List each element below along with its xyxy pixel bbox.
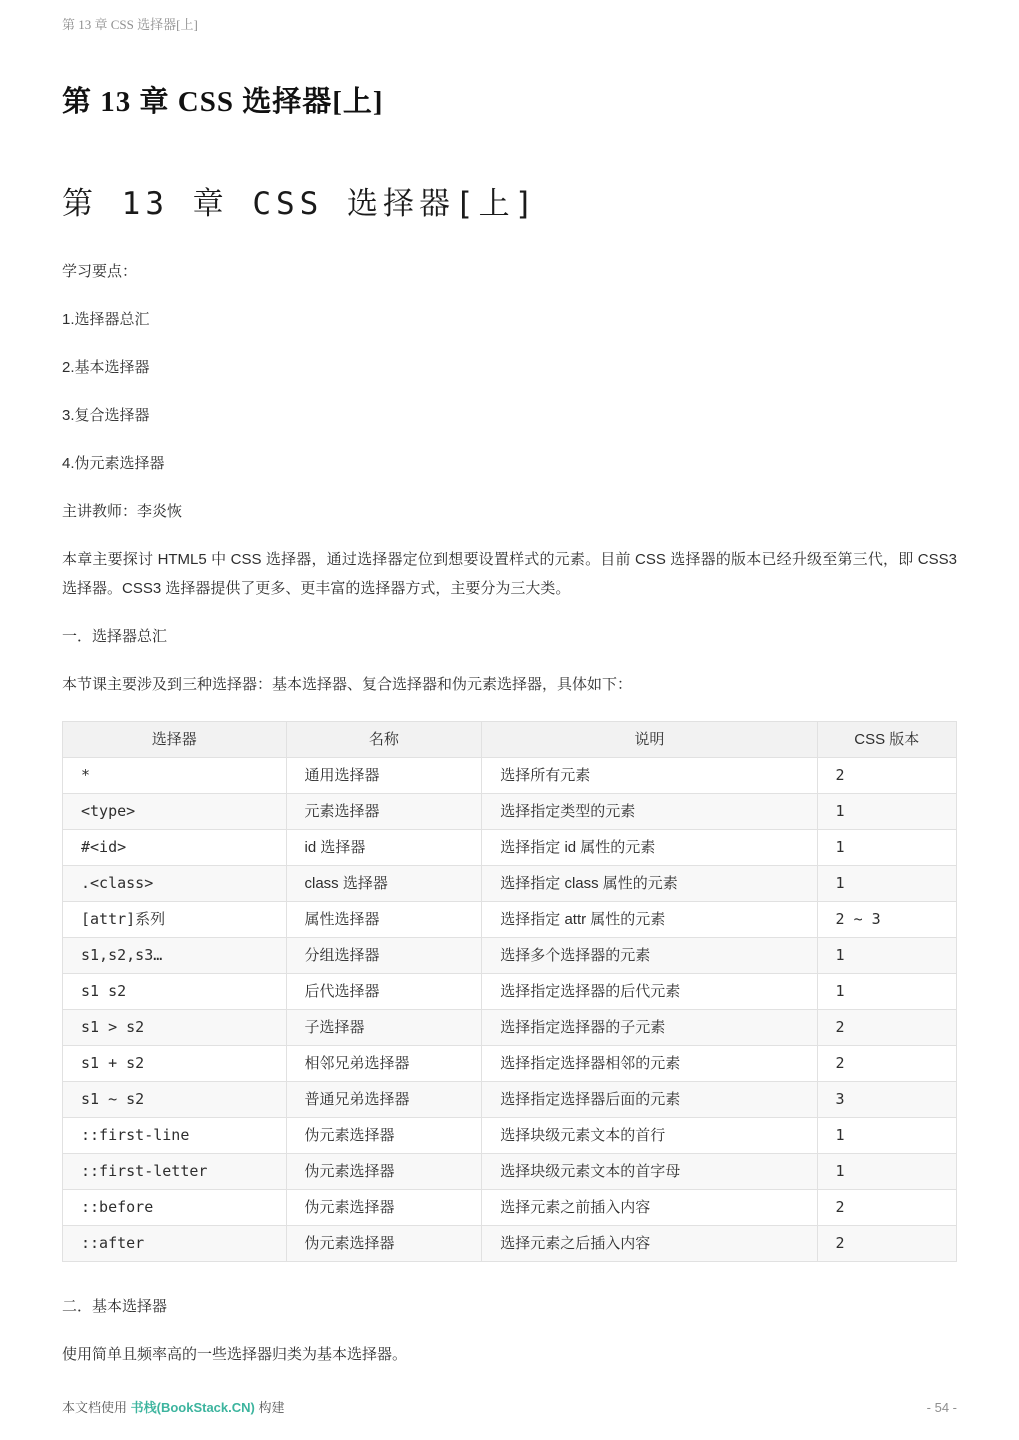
name-cell: id 选择器 [286,830,482,866]
table-header-css-version: CSS 版本 [817,722,956,758]
selector-cell: .<class> [63,866,287,902]
css-version-cell: 1 [817,1154,956,1190]
table-header-description: 说明 [482,722,817,758]
page-footer [62,1397,957,1416]
description-cell: 选择块级元素文本的首行 [482,1118,817,1154]
point-item-2: 2.基本选择器 [62,359,150,376]
points-label: 学习要点： [62,263,138,280]
description-cell: 选择块级元素文本的首字母 [482,1154,817,1190]
table-header-row [63,722,957,758]
css-version-cell: 2 [817,1190,956,1226]
name-cell: 通用选择器 [286,758,482,794]
table-row [63,938,957,974]
css-version-cell: 1 [817,938,956,974]
css-version-cell: 3 [817,1082,956,1118]
table-row [63,1118,957,1154]
css-version-cell: 1 [817,830,956,866]
running-header: 第 13 章 CSS 选择器[上] [62,17,198,32]
footer-prefix: 本文档使用 [62,1400,131,1415]
page-number: - 54 - [926,1400,957,1415]
name-cell: class 选择器 [286,866,482,902]
name-cell: 子选择器 [286,1010,482,1046]
description-cell: 选择元素之后插入内容 [482,1226,817,1262]
table-row [63,1190,957,1226]
description-cell: 选择指定选择器的子元素 [482,1010,817,1046]
selector-cell: s1 ~ s2 [63,1082,287,1118]
table-row [63,1046,957,1082]
selector-table-body [63,758,957,1262]
name-cell: 伪元素选择器 [286,1154,482,1190]
description-cell: 选择所有元素 [482,758,817,794]
bookstack-link[interactable]: 书栈(BookStack.CN) [130,1400,255,1415]
name-cell: 后代选择器 [286,974,482,1010]
table-header-selector: 选择器 [63,722,287,758]
description-cell: 选择指定 class 属性的元素 [482,866,817,902]
table-row [63,866,957,902]
table-row [63,902,957,938]
css-version-cell: 2 ~ 3 [817,902,956,938]
css-version-cell: 1 [817,866,956,902]
selector-cell: <type> [63,794,287,830]
description-cell: 选择指定类型的元素 [482,794,817,830]
description-cell: 选择多个选择器的元素 [482,938,817,974]
chapter-title-serif: 第 13 章 CSS 选择器[上] [62,86,384,118]
name-cell: 分组选择器 [286,938,482,974]
point-item-1: 1.选择器总汇 [62,311,150,328]
selector-cell: ::first-line [63,1118,287,1154]
description-cell: 选择指定选择器相邻的元素 [482,1046,817,1082]
table-row [63,794,957,830]
table-row [63,1082,957,1118]
description-cell: 选择元素之前插入内容 [482,1190,817,1226]
description-cell: 选择指定选择器的后代元素 [482,974,817,1010]
name-cell: 普通兄弟选择器 [286,1082,482,1118]
teacher-line: 主讲教师：李炎恢 [62,503,183,520]
css-version-cell: 1 [817,794,956,830]
name-cell: 伪元素选择器 [286,1118,482,1154]
section2-title: 二．基本选择器 [62,1298,168,1315]
css-version-cell: 2 [817,758,956,794]
selector-summary-table [62,721,957,1262]
name-cell: 相邻兄弟选择器 [286,1046,482,1082]
section1-title: 一．选择器总汇 [62,628,168,645]
table-row [63,758,957,794]
name-cell: 属性选择器 [286,902,482,938]
description-cell: 选择指定选择器后面的元素 [482,1082,817,1118]
table-row [63,974,957,1010]
selector-cell: ::before [63,1190,287,1226]
selector-cell: s1,s2,s3… [63,938,287,974]
chapter-title-main: 第 13 章 CSS 选择器[上] [62,186,539,222]
table-row [63,1154,957,1190]
selector-cell: s1 s2 [63,974,287,1010]
description-cell: 选择指定 id 属性的元素 [482,830,817,866]
css-version-cell: 2 [817,1046,956,1082]
section1-desc: 本节课主要涉及到三种选择器：基本选择器、复合选择器和伪元素选择器，具体如下： [62,676,633,693]
section2-desc: 使用简单且频率高的一些选择器归类为基本选择器。 [62,1346,408,1363]
table-row [63,1226,957,1262]
footer-suffix: 构建 [254,1400,285,1415]
selector-cell: ::first-letter [63,1154,287,1190]
selector-cell: s1 + s2 [63,1046,287,1082]
point-item-3: 3.复合选择器 [62,407,150,424]
table-row [63,1010,957,1046]
css-version-cell: 1 [817,1118,956,1154]
name-cell: 伪元素选择器 [286,1226,482,1262]
selector-cell: [attr]系列 [63,902,287,938]
table-row [63,830,957,866]
css-version-cell: 2 [817,1226,956,1262]
name-cell: 伪元素选择器 [286,1190,482,1226]
selector-cell: * [63,758,287,794]
css-version-cell: 1 [817,974,956,1010]
point-item-4: 4.伪元素选择器 [62,455,165,472]
footer-build-note [62,1397,285,1416]
css-version-cell: 2 [817,1010,956,1046]
name-cell: 元素选择器 [286,794,482,830]
selector-cell: #<id> [63,830,287,866]
selector-cell: s1 > s2 [63,1010,287,1046]
table-header-name: 名称 [286,722,482,758]
intro-paragraph: 本章主要探讨 HTML5 中 CSS 选择器，通过选择器定位到想要设置样式的元素。目前 CSS 选择器的版本已经升级至第三代，即 CSS3 选择器。CSS3 选择器提供了更多、更丰富的选择器方式，主要分为三大类。 [62,551,957,597]
description-cell: 选择指定 attr 属性的元素 [482,902,817,938]
selector-cell: ::after [63,1226,287,1262]
